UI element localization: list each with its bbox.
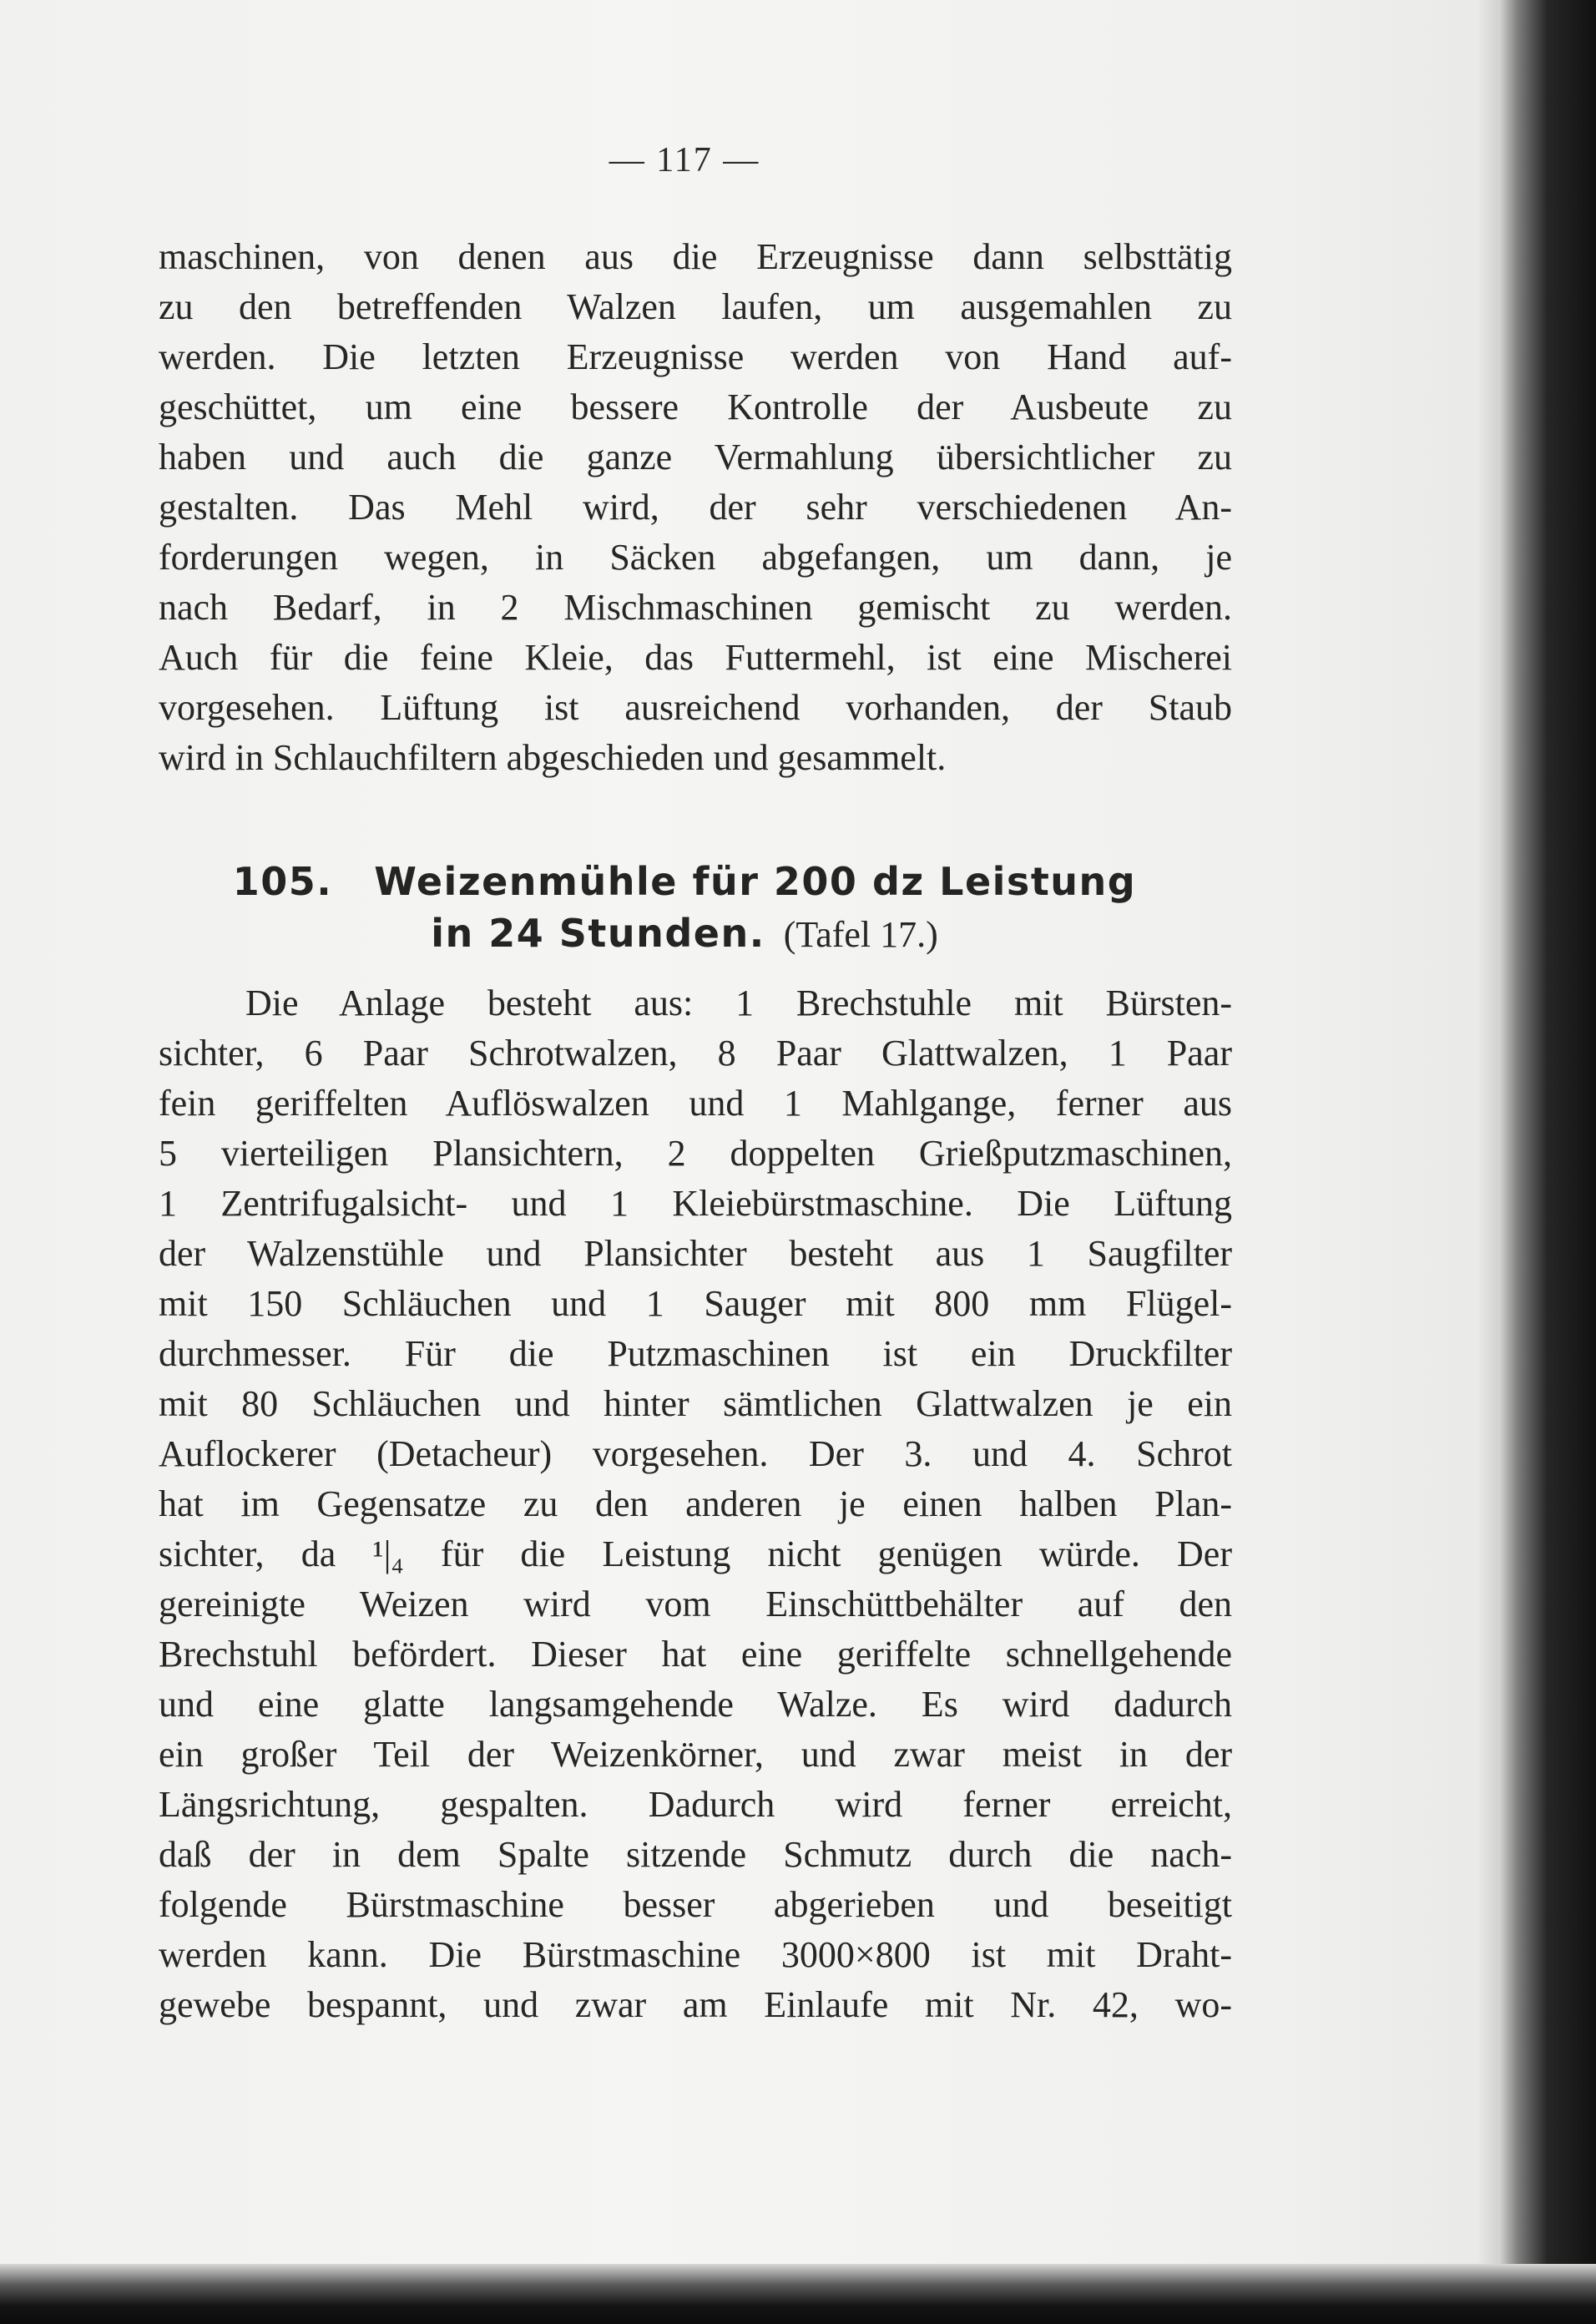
paragraph-2-line: mit 150 Schläuchen und 1 Sauger mit 800 mm Flügel- [159, 1283, 1232, 1324]
paragraph-2-line: durchmesser. Für die Putzmaschinen ist ein Druckfilter [159, 1333, 1232, 1374]
paragraph-2-line: daß der in dem Spalte sitzende Schmutz durch die nach- [159, 1834, 1232, 1875]
paragraph-2-line: Auflockerer (Detacheur) vorgesehen. Der 3. und 4. Schrot [159, 1433, 1232, 1474]
paragraph-2-line: werden kann. Die Bürstmaschine 3000×800 ist mit Draht- [159, 1934, 1232, 1975]
section-title-continued: in 24 Stunden. [431, 911, 765, 956]
paragraph-1-line: werden. Die letzten Erzeugnisse werden von Hand auf- [159, 336, 1232, 377]
paragraph-2-line: 5 vierteiligen Plansichtern, 2 doppelten Grießputzmaschinen, [159, 1133, 1232, 1174]
paragraph-2-line: Die Anlage besteht aus: 1 Brechstuhle mit Bürsten- [245, 983, 1232, 1023]
section-heading-line-2 [0, 908, 1369, 958]
paragraph-1-line: maschinen, von denen aus die Erzeugnisse dann selbsttätig [159, 236, 1232, 277]
page-number: — 117 — [609, 141, 760, 179]
paragraph-2-line: sichter, da ¹|₄ für die Leistung nicht genügen würde. Der [159, 1533, 1232, 1574]
paragraph-2-line: Brechstuhl befördert. Dieser hat eine geriffelte schnellgehende [159, 1634, 1232, 1675]
paragraph-2-line: ein großer Teil der Weizenkörner, und zwar meist in der [159, 1734, 1232, 1775]
section-number: 105. [232, 859, 333, 904]
paragraph-1-line: haben und auch die ganze Vermahlung übersichtlicher zu [159, 437, 1232, 477]
paragraph-2-line: folgende Bürstmaschine besser abgerieben und beseitigt [159, 1884, 1232, 1925]
paragraph-2-line: mit 80 Schläuchen und hinter sämtlichen Glattwalzen je ein [159, 1383, 1232, 1424]
paragraph-1-line: gestalten. Das Mehl wird, der sehr verschiedenen An- [159, 487, 1232, 528]
paragraph-2-line: der Walzenstühle und Plansichter besteht aus 1 Saugfilter [159, 1233, 1232, 1274]
paragraph-1-line: wird in Schlauchfiltern abgeschieden und gesammelt. [159, 737, 947, 778]
paragraph-1-line: geschüttet, um eine bessere Kontrolle der Ausbeute zu [159, 386, 1232, 427]
paragraph-2-line: und eine glatte langsamgehende Walze. Es wird dadurch [159, 1684, 1232, 1725]
paragraph-1-line: vorgesehen. Lüftung ist ausreichend vorhanden, der Staub [159, 687, 1232, 728]
paragraph-1-line: nach Bedarf, in 2 Mischmaschinen gemischt zu werden. [159, 587, 1232, 628]
section-heading-line-1 [0, 856, 1369, 907]
paragraph-2-line: Längsrichtung, gespalten. Dadurch wird ferner erreicht, [159, 1784, 1232, 1825]
book-edge-bottom [0, 2264, 1596, 2324]
paragraph-2-line: 1 Zentrifugalsicht- und 1 Kleiebürstmaschine. Die Lüftung [159, 1183, 1232, 1224]
paragraph-2-line: sichter, 6 Paar Schrotwalzen, 8 Paar Glattwalzen, 1 Paar [159, 1033, 1232, 1074]
paragraph-1-line: Auch für die feine Kleie, das Futtermehl, ist eine Mischerei [159, 637, 1232, 678]
paragraph-1-line: zu den betreffenden Walzen laufen, um ausgemahlen zu [159, 286, 1232, 327]
paragraph-2-line: gewebe bespannt, und zwar am Einlaufe mit Nr. 42, wo- [159, 1984, 1232, 2025]
paragraph-2-line: fein geriffelten Auflöswalzen und 1 Mahlgange, ferner aus [159, 1083, 1232, 1124]
paragraph-2-line: hat im Gegensatze zu den anderen je einen halben Plan- [159, 1483, 1232, 1524]
section-title: Weizenmühle für 200 dz Leistung [374, 859, 1137, 904]
paragraph-1-line: forderungen wegen, in Säcken abgefangen, um dann, je [159, 537, 1232, 578]
paragraph-2-line: gereinigte Weizen wird vom Einschüttbehälter auf den [159, 1584, 1232, 1624]
book-edge-right [1498, 0, 1596, 2324]
plate-reference: (Tafel 17.) [783, 914, 938, 955]
